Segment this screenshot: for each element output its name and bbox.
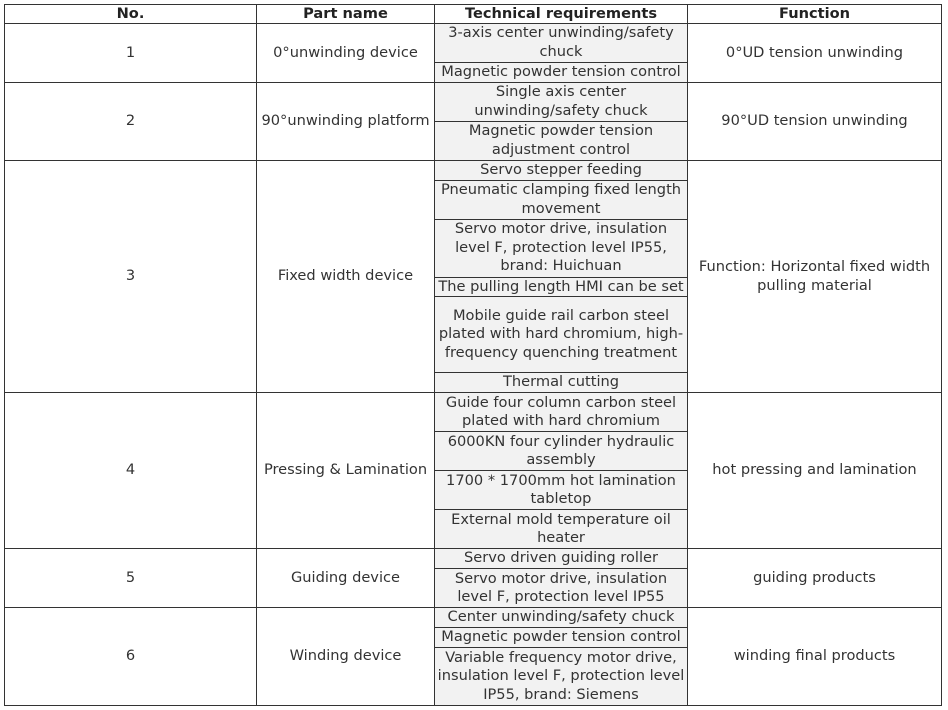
cell-no: 2 [5, 83, 257, 161]
table-row [5, 549, 942, 569]
cell-technical-requirement: Guide four column carbon steel plated with hard chromium [435, 393, 688, 432]
cell-part-name: Winding device [257, 608, 435, 706]
cell-technical-requirement: Pneumatic clamping fixed length movement [435, 180, 688, 219]
spec-table [4, 4, 942, 706]
cell-function: winding final products [688, 608, 942, 706]
cell-technical-requirement: Single axis center unwinding/safety chuck [435, 83, 688, 122]
cell-technical-requirement: Servo motor drive, insulation level F, protection level IP55 [435, 569, 688, 608]
cell-part-name: Pressing & Lamination [257, 393, 435, 549]
cell-technical-requirement: Center unwinding/safety chuck [435, 608, 688, 628]
cell-technical-requirement: Magnetic powder tension control [435, 63, 688, 83]
header-part-name: Part name [257, 5, 435, 24]
cell-technical-requirement: Magnetic powder tension control [435, 628, 688, 648]
table-row [5, 24, 942, 63]
cell-function: hot pressing and lamination [688, 393, 942, 549]
cell-function: 90°UD tension unwinding [688, 83, 942, 161]
cell-part-name: 90°unwinding platform [257, 83, 435, 161]
table-body [5, 24, 942, 706]
cell-function: 0°UD tension unwinding [688, 24, 942, 83]
cell-function: guiding products [688, 549, 942, 608]
cell-technical-requirement: External mold temperature oil heater [435, 510, 688, 549]
cell-no: 5 [5, 549, 257, 608]
cell-no: 1 [5, 24, 257, 83]
cell-technical-requirement: Magnetic powder tension adjustment control [435, 122, 688, 161]
table-row [5, 393, 942, 432]
table-header [5, 5, 942, 24]
cell-technical-requirement: Mobile guide rail carbon steel plated with hard chromium, high-frequency quenching treatment [435, 297, 688, 373]
cell-technical-requirement: 1700 * 1700mm hot lamination tabletop [435, 471, 688, 510]
cell-no: 4 [5, 393, 257, 549]
cell-technical-requirement: Thermal cutting [435, 373, 688, 393]
table-row [5, 161, 942, 181]
table-row [5, 83, 942, 122]
cell-technical-requirement: Servo driven guiding roller [435, 549, 688, 569]
header-row [5, 5, 942, 24]
cell-part-name: Guiding device [257, 549, 435, 608]
header-no: No. [5, 5, 257, 24]
cell-technical-requirement: Servo motor drive, insulation level F, protection level IP55, brand: Huichuan [435, 219, 688, 277]
table-row [5, 608, 942, 628]
cell-technical-requirement: The pulling length HMI can be set [435, 277, 688, 297]
cell-no: 6 [5, 608, 257, 706]
cell-part-name: Fixed width device [257, 161, 435, 393]
cell-technical-requirement: 3-axis center unwinding/safety chuck [435, 24, 688, 63]
cell-function: Function: Horizontal fixed width pulling material [688, 161, 942, 393]
cell-part-name: 0°unwinding device [257, 24, 435, 83]
cell-technical-requirement: Variable frequency motor drive, insulation level F, protection level IP55, brand: Siemens [435, 648, 688, 706]
cell-no: 3 [5, 161, 257, 393]
header-technical-requirements: Technical requirements [435, 5, 688, 24]
cell-technical-requirement: Servo stepper feeding [435, 161, 688, 181]
header-function: Function [688, 5, 942, 24]
cell-technical-requirement: 6000KN four cylinder hydraulic assembly [435, 432, 688, 471]
